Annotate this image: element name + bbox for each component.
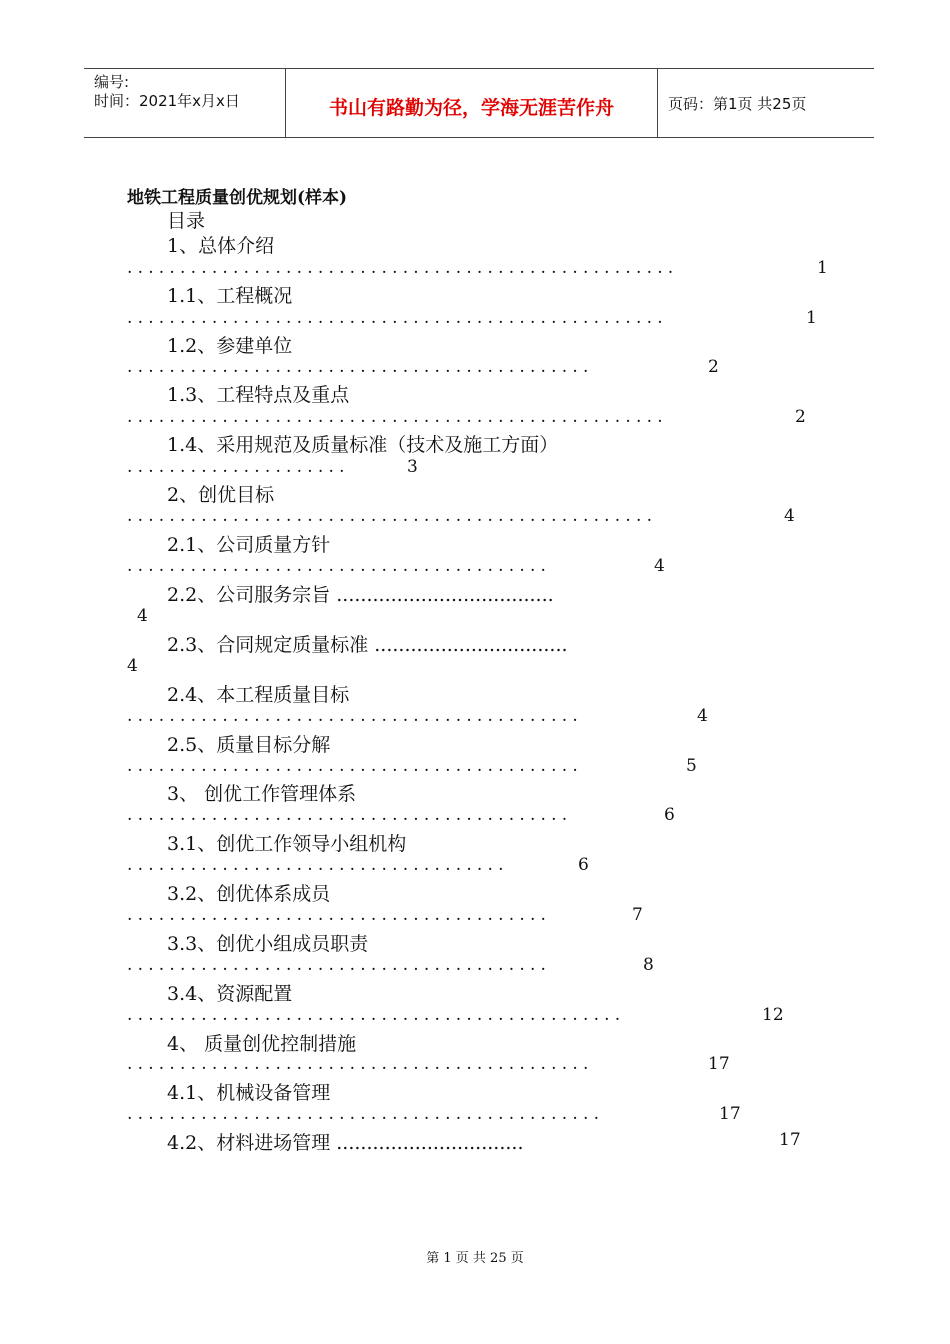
- toc-entry-label: 1、总体介绍: [167, 235, 275, 257]
- toc-entry-label: 2.1、公司质量方针: [167, 534, 331, 556]
- toc-entry-label: 3、 创优工作管理体系: [167, 783, 357, 805]
- toc-entry-page: 17: [779, 1130, 801, 1150]
- header-page-info: 页码：第1页 共25页: [668, 95, 807, 113]
- toc-entry-page: 17: [708, 1054, 730, 1074]
- page-footer: 第 1 页 共 25 页: [426, 1251, 524, 1266]
- toc-entry-page: 4: [127, 656, 138, 676]
- toc-entry-page: 2: [795, 407, 806, 427]
- toc-entry-leader: ....................................................: [127, 258, 679, 278]
- header-motto: 书山有路勤为径，学海无涯苦作舟: [328, 97, 614, 119]
- toc-entry-page: 6: [578, 855, 589, 875]
- toc-entry-label: 2.3、合同规定质量标准 ................................: [167, 634, 568, 656]
- toc-entry-label: 2.2、公司服务宗旨 ....................................: [167, 584, 554, 606]
- toc-entry-leader: ........................................: [127, 955, 552, 975]
- toc-entry-leader: ....................................: [127, 855, 509, 875]
- toc-entry-leader: ...........................................: [127, 756, 583, 776]
- toc-entry-leader: ...........................................: [127, 706, 583, 726]
- toc-entry-page: 17: [719, 1104, 741, 1124]
- toc-entry-label: 3.4、资源配置: [167, 983, 293, 1005]
- toc-entry-leader: ........................................: [127, 905, 552, 925]
- toc-entry-leader: ...................................................: [127, 407, 668, 427]
- toc-heading: 目录: [167, 210, 206, 232]
- toc-entry-leader: ..........................................: [127, 805, 573, 825]
- document-number-label: 编号:: [94, 73, 130, 91]
- toc-entry-page: 1: [806, 308, 817, 328]
- header-motto-cell: [286, 69, 658, 137]
- toc-entry-label: 2.5、质量目标分解: [167, 734, 331, 756]
- toc-entry-leader: ...................................................: [127, 308, 668, 328]
- document-time-label: 时间：2021年x月x日: [94, 92, 240, 110]
- toc-entry-label: 2、创优目标: [167, 484, 275, 506]
- toc-entry-page: 1: [817, 258, 828, 278]
- toc-entry-label: 4、 质量创优控制措施: [167, 1033, 357, 1055]
- toc-entry-label: 1.4、采用规范及质量标准（技术及施工方面）: [167, 434, 559, 456]
- toc-entry-page: 4: [654, 556, 665, 576]
- toc-entry-page: 3: [407, 457, 418, 477]
- toc-entry-label: 3.1、创优工作领导小组机构: [167, 833, 407, 855]
- toc-entry-leader: .............................................: [127, 1104, 605, 1124]
- toc-entry-leader: .....................: [127, 457, 350, 477]
- toc-entry-label: 1.1、工程概况: [167, 285, 293, 307]
- header-meta-cell: [84, 69, 286, 137]
- toc-entry-leader: ........................................: [127, 556, 552, 576]
- toc-entry-leader: ...............................................: [127, 1005, 626, 1025]
- toc-entry-label: 4.2、材料进场管理 ...............................: [167, 1132, 524, 1154]
- toc-entry-leader: ..................................................: [127, 506, 658, 526]
- toc-entry-page: 4: [784, 506, 795, 526]
- document-title: 地铁工程质量创优规划(样本): [127, 188, 348, 208]
- toc-entry-page: 8: [643, 955, 654, 975]
- toc-entry-leader: ............................................: [127, 1054, 594, 1074]
- toc-entry-leader: ............................................: [127, 357, 594, 377]
- toc-entry-label: 3.2、创优体系成员: [167, 883, 331, 905]
- document-header-table: [84, 68, 874, 138]
- toc-entry-page: 7: [632, 905, 643, 925]
- toc-entry-page: 4: [137, 606, 148, 626]
- header-page-cell: [658, 69, 874, 137]
- toc-entry-page: 6: [664, 805, 675, 825]
- toc-entry-label: 1.3、工程特点及重点: [167, 384, 350, 406]
- toc-entry-label: 1.2、参建单位: [167, 335, 293, 357]
- toc-entry-page: 2: [708, 357, 719, 377]
- toc-entry-label: 3.3、创优小组成员职责: [167, 933, 369, 955]
- toc-entry-page: 4: [697, 706, 708, 726]
- toc-entry-page: 5: [686, 756, 697, 776]
- toc-entry-label: 2.4、本工程质量目标: [167, 684, 350, 706]
- toc-entry-label: 4.1、机械设备管理: [167, 1082, 331, 1104]
- toc-entry-page: 12: [762, 1005, 784, 1025]
